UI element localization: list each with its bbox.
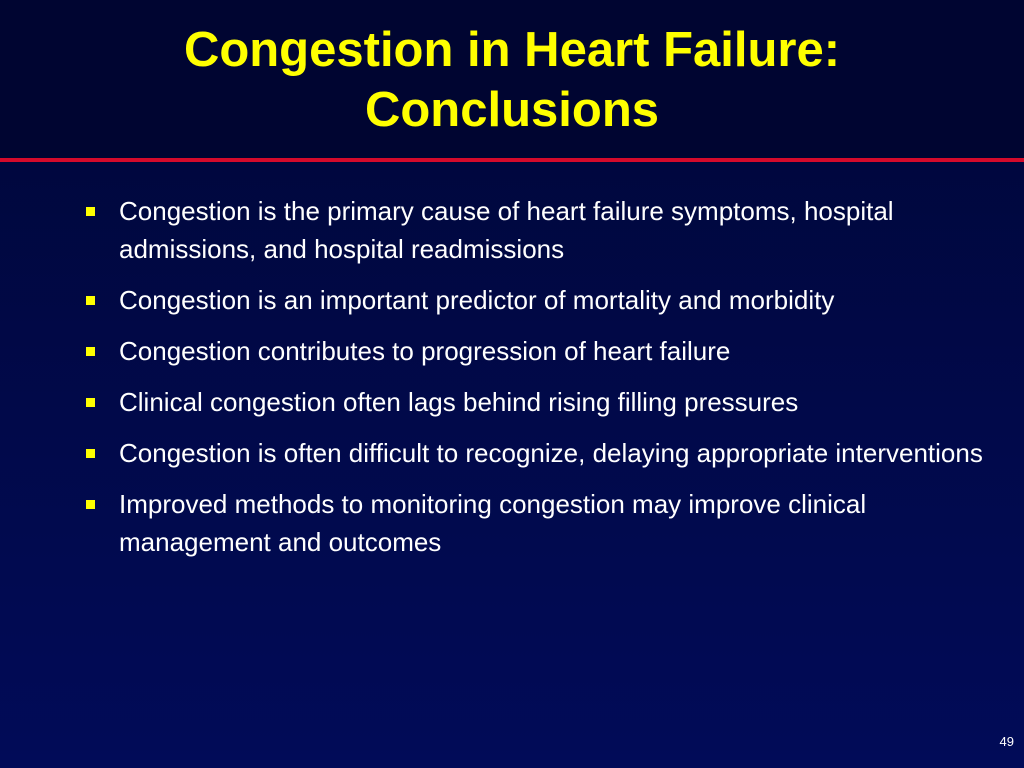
page-number: 49: [999, 734, 1014, 749]
bullet-text: Clinical congestion often lags behind rising filling pressures: [119, 387, 799, 417]
conclusions-list: [84, 192, 984, 574]
title-divider: [0, 158, 1024, 162]
square-bullet-icon: [86, 398, 95, 407]
bullet-item: [84, 434, 984, 472]
bullet-text: Congestion is often difficult to recognize, delaying appropriate interventions: [119, 438, 983, 468]
bullet-item: [84, 485, 984, 561]
square-bullet-icon: [86, 500, 95, 509]
title-line-2: Conclusions: [364, 83, 660, 137]
square-bullet-icon: [86, 347, 95, 356]
square-bullet-icon: [86, 296, 95, 305]
bullet-item: [84, 192, 984, 268]
bullet-text: Congestion contributes to progression of heart failure: [119, 336, 731, 366]
slide-header: [0, 0, 1024, 158]
square-bullet-icon: [86, 449, 95, 458]
bullet-item: [84, 332, 984, 370]
bullet-item: [84, 281, 984, 319]
bullet-item: [84, 383, 984, 421]
bullet-text: Congestion is an important predictor of mortality and morbidity: [119, 285, 835, 315]
bullet-text: Congestion is the primary cause of heart failure symptoms, hospital admissions, and hospital readmissions: [119, 196, 894, 264]
square-bullet-icon: [86, 207, 95, 216]
bullet-text: Improved methods to monitoring congestion may improve clinical management and outcomes: [119, 489, 867, 557]
slide-title: [0, 20, 1024, 140]
title-line-1: Congestion in Heart Failure:: [183, 23, 841, 77]
